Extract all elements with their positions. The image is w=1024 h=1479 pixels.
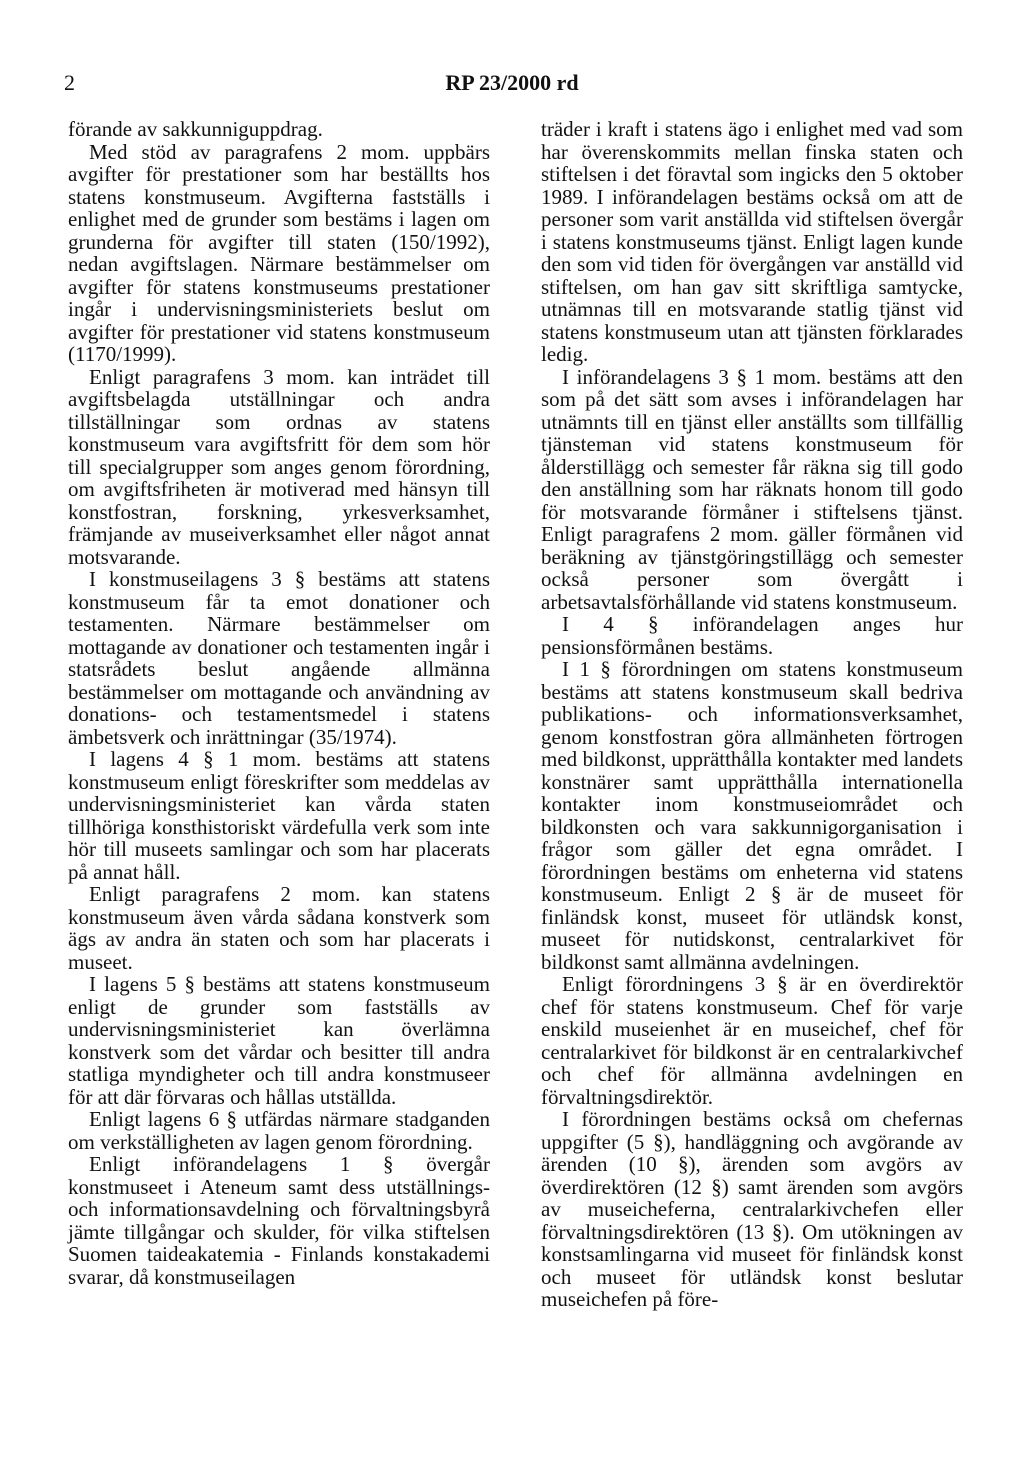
- paragraph: I införandelagens 3 § 1 mom. bestäms att den som på det sätt som avses i införandelagen har utnämnts till en tjänst eller anställts som tillfällig tjänsteman vid statens konstmuseum för ålderstillägg och semester får räkna sig till godo den anställning som har räknats honom till godo för motsvarande förmåner i stiftelsens tjänst. Enligt paragrafens 2 mom. gäller förmånen vid beräkning av tjänstgöringstillägg och semester också personer som övergått i arbetsavtalsförhållande vid statens konstmuseum.: [541, 364, 963, 614]
- paragraph: I lagens 4 § 1 mom. bestäms att statens konstmuseum enligt föreskrifter som meddelas av undervisningsministeriet kan vårda staten tillhöriga konsthistoriskt värdefulla verk som inte hör till museets samlingar och som har placerats på annat håll.: [68, 747, 490, 884]
- right-column: [541, 118, 963, 1311]
- paragraph: Enligt paragrafens 3 mom. kan inträdet till avgiftsbelagda utställningar och andra tillställningar som ordnas av statens konstmuseum vara avgiftsfritt för dem som hör till specialgrupper som anges genom förordning, om avgiftsfriheten är motiverad med hänsyn till konstfostran, forskning, yrkesverksamhet, främjande av museiverksamhet eller något annat motsvarande.: [68, 364, 490, 569]
- paragraph: I lagens 5 § bestäms att statens konstmuseum enligt de grunder som fastställs av undervisningsministeriet kan överlämna konstverk som det vårdar och besitter till andra statliga myndigheter och till andra konstmuseer för att där förvaras och hållas utställda.: [68, 972, 490, 1109]
- paragraph: I förordningen bestäms också om chefernas uppgifter (5 §), handläggning och avgörande av ärenden (10 §), ärenden som avgörs av överdirektören (12 §) samt ärenden som avgörs av museicheferna, centralarkivchefen eller förvaltningsdirektören (13 §). Om utökningen av konstsamlingarna vid museet för finländsk konst och museet för utländsk konst beslutar museichefen på före-: [541, 1107, 963, 1311]
- paragraph: I 1 § förordningen om statens konstmuseum bestäms att statens konstmuseum skall bedriva publikations- och informationsverksamhet, genom konstfostran göra allmänheten förtrogen med bildkonst, upprätthålla kontakter med landets konstnärer samt upprätthålla internationella kontakter inom konstmuseiområdet och bildkonsten och vara sakkunnigorganisation i frågor som gäller det egna området. I förordningen bestäms om enheterna vid statens konstmuseum. Enligt 2 § är de museet för finländsk konst, museet för utländsk konst, museet för nutidskonst, centralarkivet för bildkonst samt allmänna avdelningen.: [541, 657, 963, 974]
- paragraph: Enligt paragrafens 2 mom. kan statens konstmuseum även vårda sådana konstverk som ägs av andra än staten och som har placerats i museet.: [68, 882, 490, 974]
- left-column: [68, 118, 490, 1288]
- document-id-header: RP 23/2000 rd: [445, 70, 579, 95]
- paragraph: träder i kraft i statens ägo i enlighet med vad som har överenskommits mellan finska staten och stiftelsen i det föravtal som ingicks den 5 oktober 1989. I införandelagen bestäms också om att de personer som varit anställda vid stiftelsen övergår i statens konstmuseums tjänst. Enligt lagen kunde den som vid tiden för övergången var anställd vid stiftelsen, om han gav sitt skriftliga samtycke, utnämnas till en motsvarande statlig tjänst vid statens konstmuseum utan att tjänsten förklarades ledig.: [541, 117, 963, 366]
- paragraph: Med stöd av paragrafens 2 mom. uppbärs avgifter för prestationer som har beställts hos statens konstmuseum. Avgifterna fastställs i enlighet med de grunder som bestäms i lagen om grunderna för avgifter till staten (150/1992), nedan avgiftslagen. Närmare bestämmelser om avgifter för statens konstmuseums prestationer ingår i undervisningsministeriets beslut om avgifter för prestationer vid statens konstmuseum (1170/1999).: [68, 139, 490, 366]
- paragraph: Enligt lagens 6 § utfärdas närmare stadganden om verkställigheten av lagen genom förordning.: [68, 1107, 490, 1154]
- paragraph: förande av sakkunniguppdrag.: [68, 117, 323, 141]
- paragraph: I 4 § införandelagen anges hur pensionsförmånen bestäms.: [541, 612, 963, 659]
- paragraph: Enligt införandelagens 1 § övergår konstmuseet i Ateneum samt dess utställnings- och informationsavdelning och förvaltningsbyrå jämte tillgångar och skulder, för vilka stiftelsen Suomen taideakatemia - Finlands konstakademi svarar, då konstmuseilagen: [68, 1152, 490, 1289]
- paragraph: Enligt förordningens 3 § är en överdirektör chef för statens konstmuseum. Chef för varje enskild museienhet är en museichef, chef för centralarkivet för bildkonst är en centralarkivchef och chef för allmänna avdelningen en förvaltningsdirektör.: [541, 972, 963, 1109]
- page-number: 2: [64, 70, 75, 95]
- paragraph: I konstmuseilagens 3 § bestäms att statens konstmuseum får ta emot donationer och testamenten. Närmare bestämmelser om mottagande av donationer och testamenten ingår i statsrådets beslut angående allmänna bestämmelser om mottagande och användning av donations- och testamentsmedel i statens ämbetsverk och inrättningar (35/1974).: [68, 567, 490, 749]
